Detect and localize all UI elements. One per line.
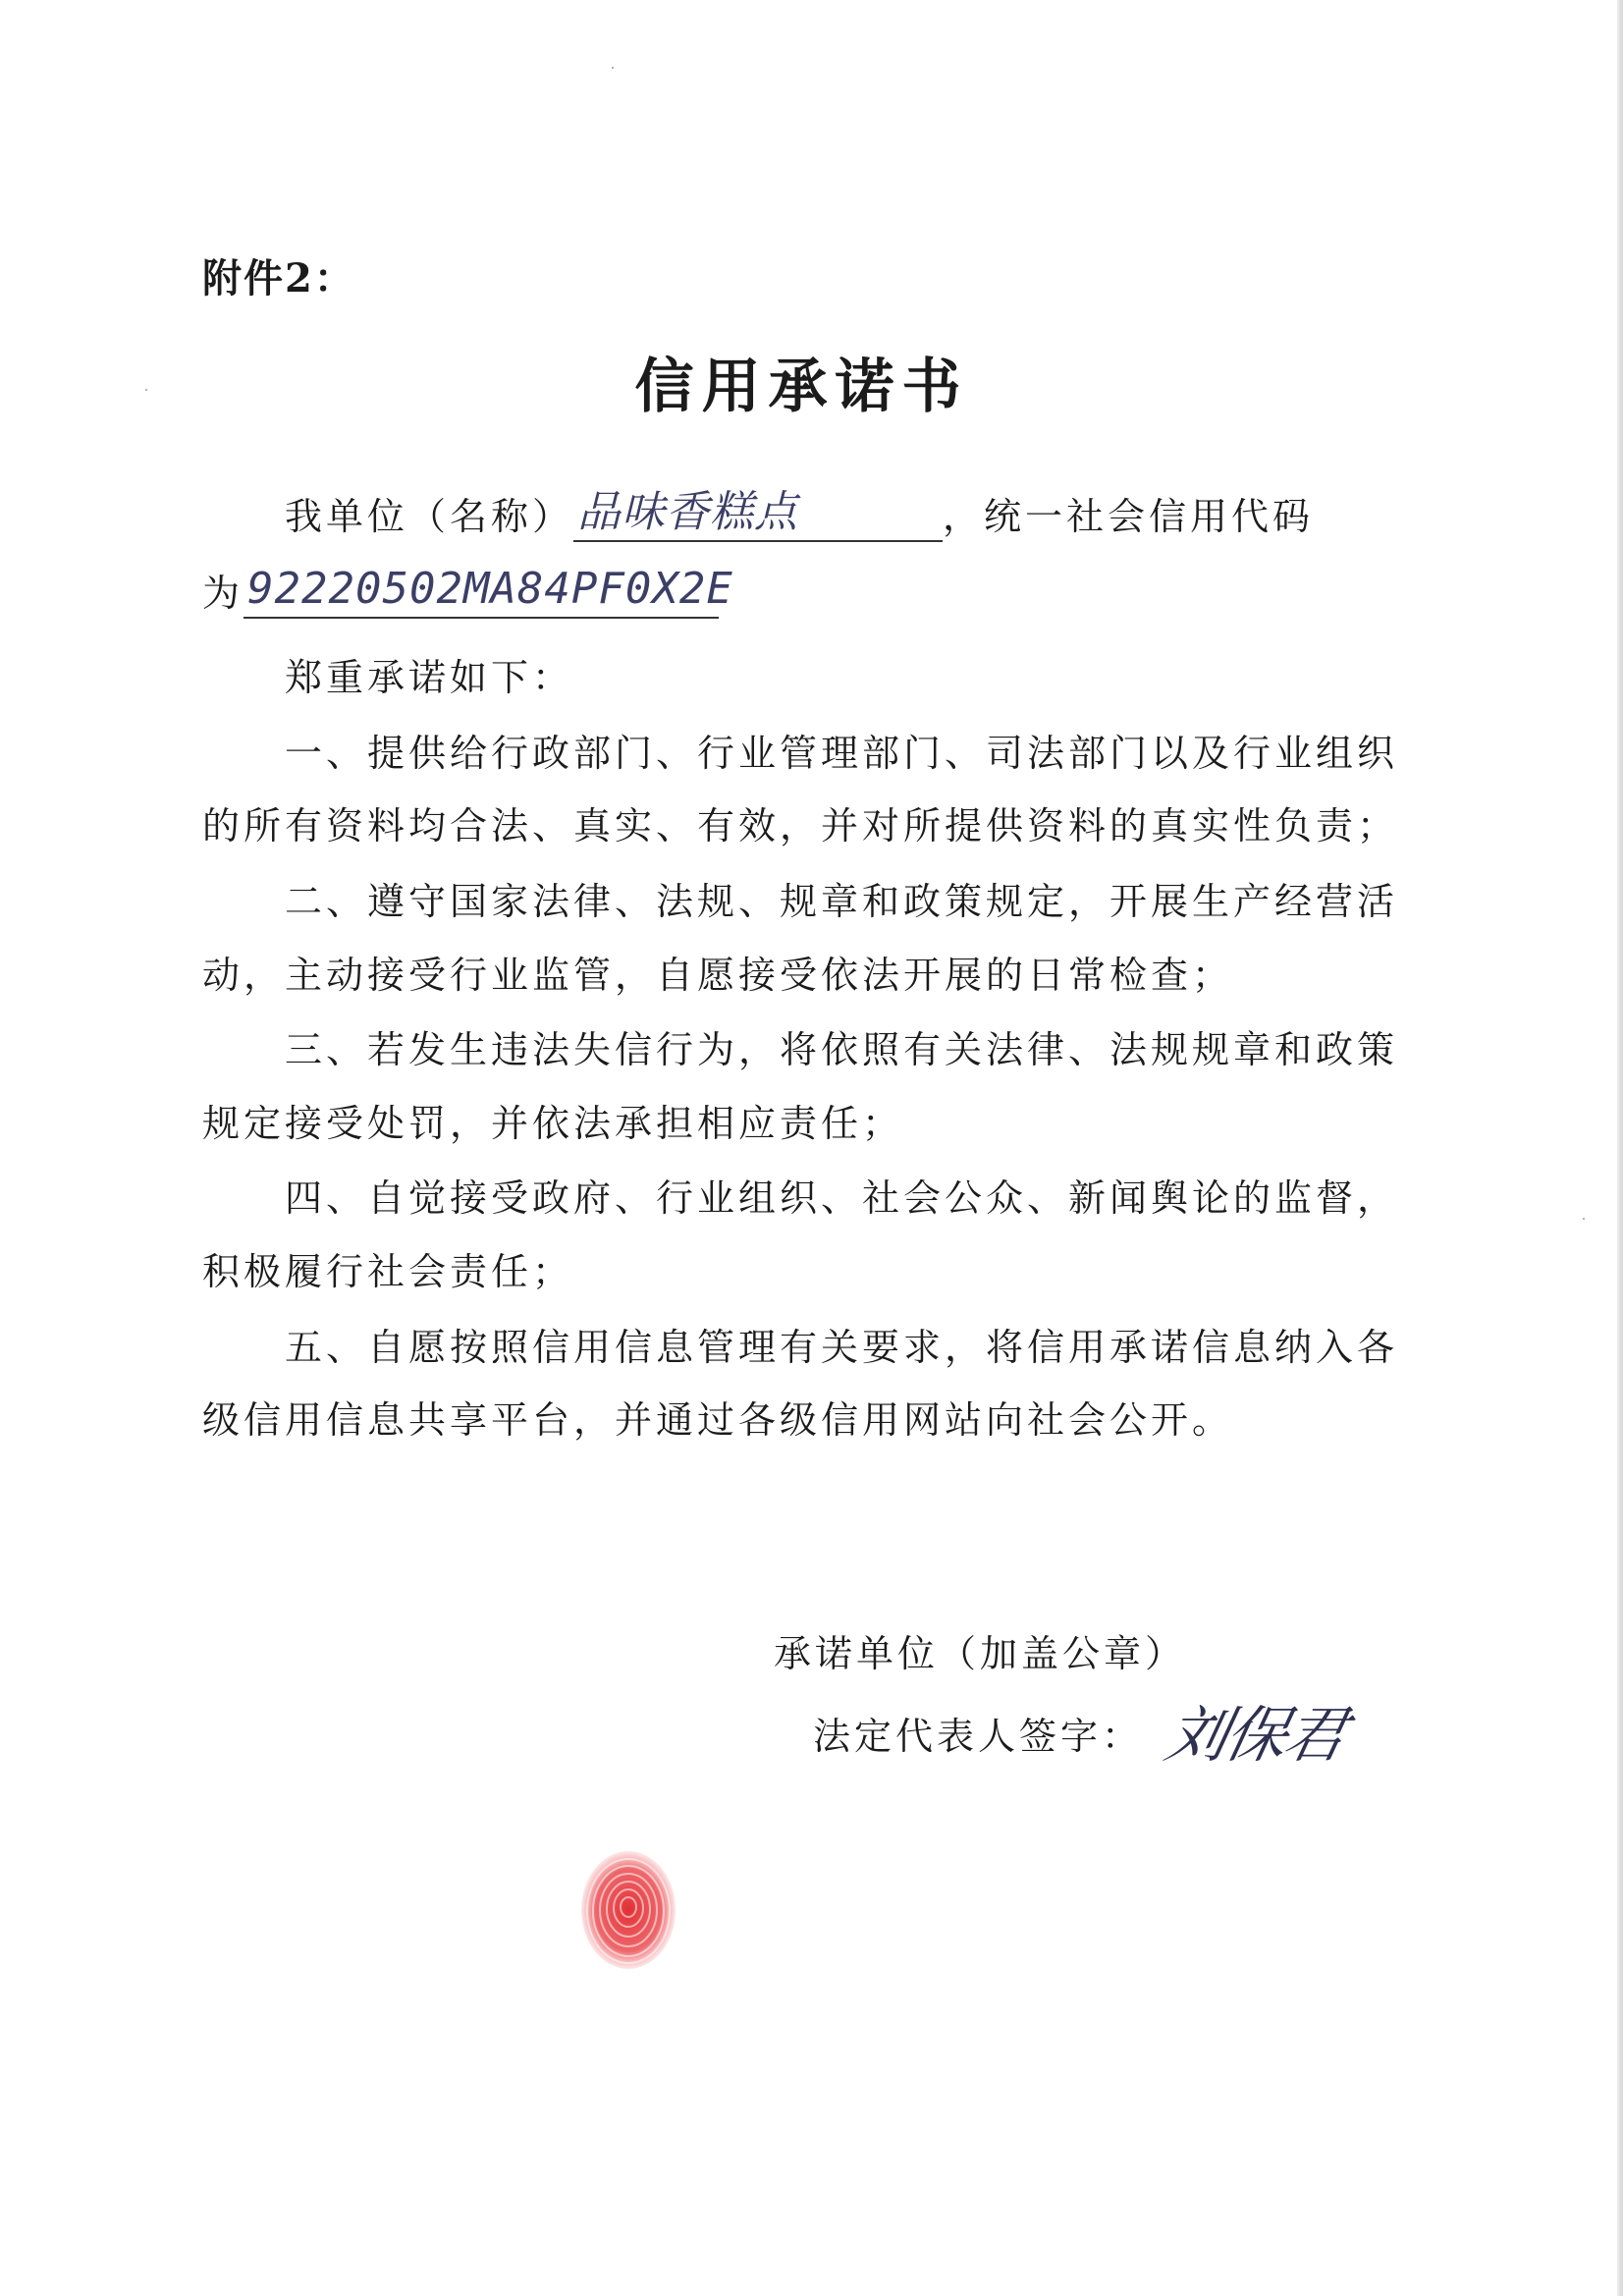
unit-prefix: 我单位（名称）	[285, 495, 574, 538]
commitment-2-line-1: 二、遵守国家法律、法规、规章和政策规定，开展生产经营活	[285, 880, 1399, 923]
credit-code-prefix: 为	[202, 572, 244, 615]
unit-name-handwriting: 品味香糕点	[577, 487, 799, 537]
commitment-5-line-1: 五、自愿按照信用信息管理有关要求，将信用承诺信息纳入各	[285, 1326, 1399, 1369]
scan-speck	[1583, 1218, 1585, 1220]
commitment-4-line-1: 四、自觉接受政府、行业组织、社会公众、新闻舆论的监督，	[285, 1176, 1399, 1220]
commitment-5-line-2: 级信用信息共享平台，并通过各级信用网站向社会公开。	[202, 1398, 1234, 1442]
commitment-1-line-2: 的所有资料均合法、真实、有效，并对所提供资料的真实性负责；	[202, 804, 1399, 847]
commitment-2-line-2: 动，主动接受行业监管，自愿接受依法开展的日常检查；	[202, 954, 1234, 997]
attachment-label: 附件2：	[202, 255, 355, 301]
credit-code-handwriting: 92220502MA84PF0X2E	[247, 564, 733, 614]
legal-rep-signature: 刘保君	[1160, 1699, 1352, 1771]
solemn-statement: 郑重承诺如下：	[285, 656, 574, 699]
fingerprint-icon	[574, 1846, 682, 1974]
credit-code-line	[202, 564, 733, 619]
credit-code-label: ，统一社会信用代码	[943, 495, 1315, 538]
unit-name-line	[285, 487, 1315, 542]
commitment-4-line-2: 积极履行社会责任；	[202, 1250, 574, 1293]
scan-speck	[612, 67, 614, 69]
legal-rep-label: 法定代表人签字：	[813, 1715, 1144, 1758]
commitment-1-line-1: 一、提供给行政部门、行业管理部门、司法部门以及行业组织	[285, 732, 1399, 775]
promisor-label: 承诺单位（加盖公章）	[774, 1632, 1187, 1675]
commitment-3-line-1: 三、若发生违法失信行为，将依照有关法律、法规规章和政策	[285, 1028, 1399, 1071]
page-edge	[1617, 0, 1623, 2296]
document-title: 信用承诺书	[634, 353, 969, 421]
credit-code-field	[243, 564, 733, 619]
commitment-3-line-2: 规定接受处罚，并依法承担相应责任；	[202, 1102, 904, 1145]
unit-name-field	[573, 487, 943, 542]
